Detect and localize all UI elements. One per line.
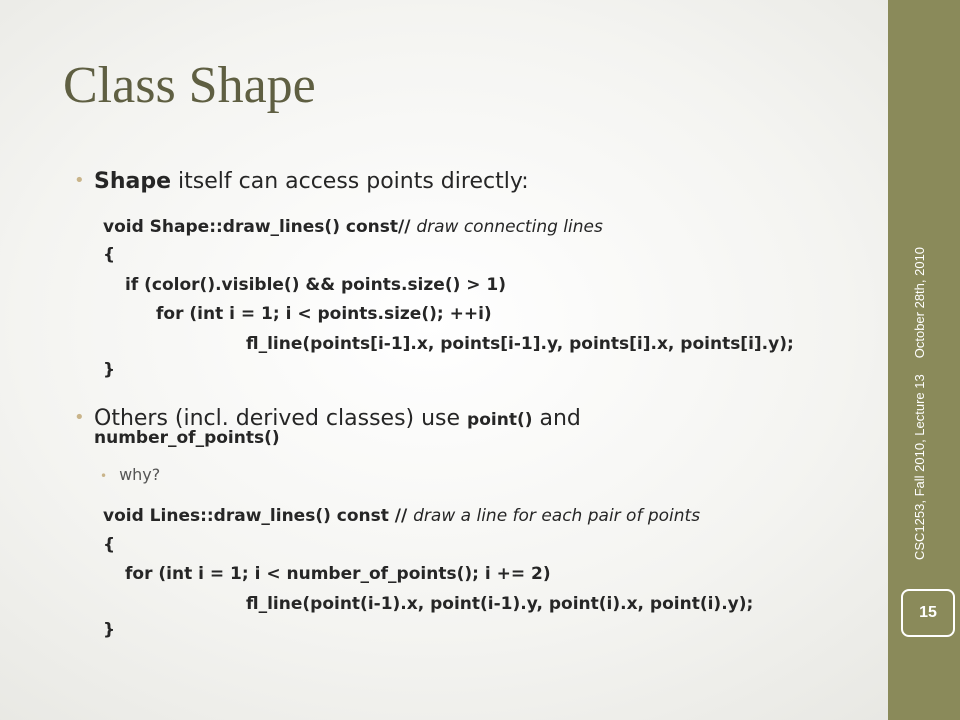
code-line: { <box>103 245 116 265</box>
bullet-shape-access <box>74 170 529 193</box>
code-line: { <box>103 535 116 555</box>
code-line: fl_line(points[i-1].x, points[i-1].y, points[i].x, points[i].y); <box>246 334 794 354</box>
bullet-dot-icon: • <box>100 469 108 483</box>
bullet-dot-icon: • <box>74 170 85 191</box>
bullet-dot-icon: • <box>74 407 85 428</box>
footer-course: CSC1253, Fall 2010, Lecture 13 <box>912 374 927 560</box>
footer-date: October 28th, 2010 <box>912 246 927 359</box>
bullet-text: Others (incl. derived classes) use point() and <box>94 406 581 431</box>
code-line: for (int i = 1; i < points.size(); ++i) <box>156 304 492 324</box>
bullet-text-continued: number_of_points() <box>94 428 280 449</box>
code-line: for (int i = 1; i < number_of_points(); i += 2) <box>125 564 551 584</box>
code-line: } <box>103 360 116 380</box>
code-line: void Shape::draw_lines() const// draw connecting lines <box>103 217 603 237</box>
slide-number: 15 <box>901 589 955 637</box>
code-line: fl_line(point(i-1).x, point(i-1).y, point(i).x, point(i).y); <box>246 594 754 614</box>
bullet-text: Shape itself can access points directly: <box>94 169 529 194</box>
bullet-others-use <box>74 407 581 448</box>
code-line: if (color().visible() && points.size() > 1) <box>125 275 507 295</box>
code-line: } <box>103 620 116 640</box>
slide-footer <box>912 247 927 560</box>
slide-title: Class Shape <box>63 57 316 114</box>
subbullet-why: • why? <box>100 465 161 484</box>
code-line: void Lines::draw_lines() const // draw a line for each pair of points <box>103 506 701 526</box>
